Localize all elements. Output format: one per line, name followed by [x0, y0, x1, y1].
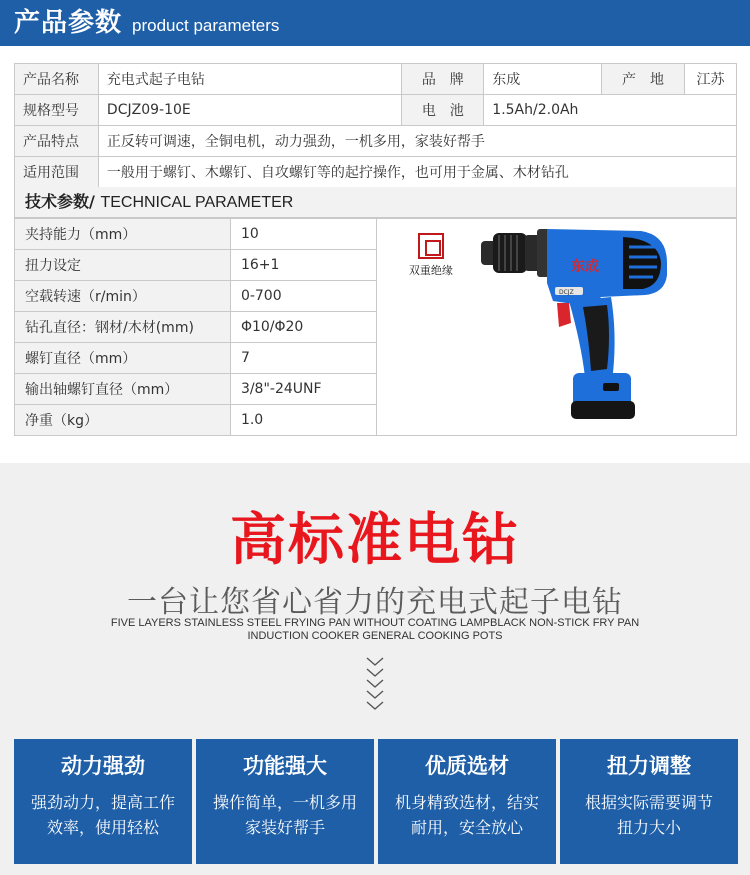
- promo-subtitle: 一台让您省心省力的充电式起子电钻: [127, 585, 623, 620]
- tech-label: 夹持能力（mm）: [15, 219, 231, 250]
- double-insulation-icon: [418, 233, 444, 259]
- origin-label: 产 地: [602, 64, 685, 95]
- tech-label: 空载转速（r/min）: [15, 281, 231, 312]
- scope-value: 一般用于螺钉、木螺钉、自攻螺钉等的起拧操作，也可用于金属、木材钻孔: [98, 157, 736, 188]
- header-title-cn: 产品参数: [14, 8, 123, 38]
- table-row: [15, 95, 737, 126]
- drill-logo: 东成: [570, 259, 599, 275]
- feature-cards: [14, 739, 738, 864]
- battery-value: 1.5Ah/2.0Ah: [484, 95, 737, 126]
- tech-heading: [14, 187, 737, 218]
- feature-title: 优质选材: [425, 754, 509, 778]
- feature-desc-line: 强劲动力，提高工作: [30, 793, 175, 812]
- model-value: DCJZ09-10E: [98, 95, 401, 126]
- cordless-drill-image: [473, 223, 673, 427]
- brand-label: 品 牌: [402, 64, 484, 95]
- feature-title: 扭力调整: [607, 754, 691, 778]
- tech-label: 扭力设定: [15, 250, 231, 281]
- tech-value: 7: [230, 343, 376, 374]
- tech-label: 净重（kg）: [15, 405, 231, 436]
- table-row: [15, 64, 737, 95]
- feature-desc-line: 操作简单，一机多用: [212, 793, 357, 812]
- origin-value: 江苏: [684, 64, 736, 95]
- tech-label: 钻孔直径：钢材/木材(mm): [15, 312, 231, 343]
- product-name-label: 产品名称: [15, 64, 99, 95]
- feature-desc-line: 根据实际需要调节: [584, 793, 713, 812]
- feature-desc-line: 耐用，安全放心: [410, 818, 523, 837]
- feature-description: [14, 790, 192, 840]
- feature-card-function: [196, 739, 374, 864]
- feature-label: 产品特点: [15, 126, 99, 157]
- header-title-en: product parameters: [132, 16, 280, 35]
- tech-label: 螺钉直径（mm）: [15, 343, 231, 374]
- drill-label: DCJZ: [558, 289, 574, 296]
- promo-title: 高标准电钻: [230, 508, 520, 573]
- battery-label: 电 池: [402, 95, 484, 126]
- spec-table: [14, 63, 737, 188]
- tech-value: 1.0: [230, 405, 376, 436]
- tech-heading-cn: 技术参数/: [25, 192, 95, 211]
- section-header: [0, 0, 750, 46]
- tech-value: 10: [230, 219, 376, 250]
- tech-value: 16+1: [230, 250, 376, 281]
- scope-label: 适用范围: [15, 157, 99, 188]
- feature-desc-line: 机身精致选材，结实: [394, 793, 539, 812]
- tech-label: 输出轴螺钉直径（mm）: [15, 374, 231, 405]
- promo-english-description: FIVE LAYERS STAINLESS STEEL FRYING PAN WITHOUT COATING LAMPBLACK NON-STICK FRY PAN INDUCTION COOKER GENERAL COOKING POTS: [110, 617, 640, 642]
- double-insulation-mark: [403, 233, 459, 278]
- feature-desc-line: 家装好帮手: [244, 818, 325, 837]
- feature-description: [378, 790, 556, 840]
- feature-card-material: [378, 739, 556, 864]
- feature-description: [560, 790, 738, 840]
- brand-value: 东成: [484, 64, 602, 95]
- chevron-down-icon: [365, 656, 385, 716]
- tech-value: 3/8"-24UNF: [230, 374, 376, 405]
- product-image-cell: [376, 219, 736, 436]
- double-insulation-text: 双重绝缘: [408, 264, 453, 277]
- feature-card-torque: [560, 739, 738, 864]
- model-label: 规格型号: [15, 95, 99, 126]
- feature-title: 动力强劲: [61, 754, 145, 778]
- tech-table: [14, 218, 737, 436]
- feature-desc-line: 扭力大小: [616, 818, 681, 837]
- feature-title: 功能强大: [243, 754, 327, 778]
- table-row: [15, 219, 737, 250]
- feature-description: [196, 790, 374, 840]
- product-name-value: 充电式起子电钻: [98, 64, 401, 95]
- tech-heading-en: TECHNICAL PARAMETER: [100, 194, 294, 211]
- table-row: [15, 157, 737, 188]
- feature-value: 正反转可调速，全铜电机，动力强劲，一机多用，家装好帮手: [98, 126, 736, 157]
- table-row: [15, 126, 737, 157]
- tech-value: 0-700: [230, 281, 376, 312]
- tech-value: Φ10/Φ20: [230, 312, 376, 343]
- feature-card-power: [14, 739, 192, 864]
- feature-desc-line: 效率，使用轻松: [46, 818, 159, 837]
